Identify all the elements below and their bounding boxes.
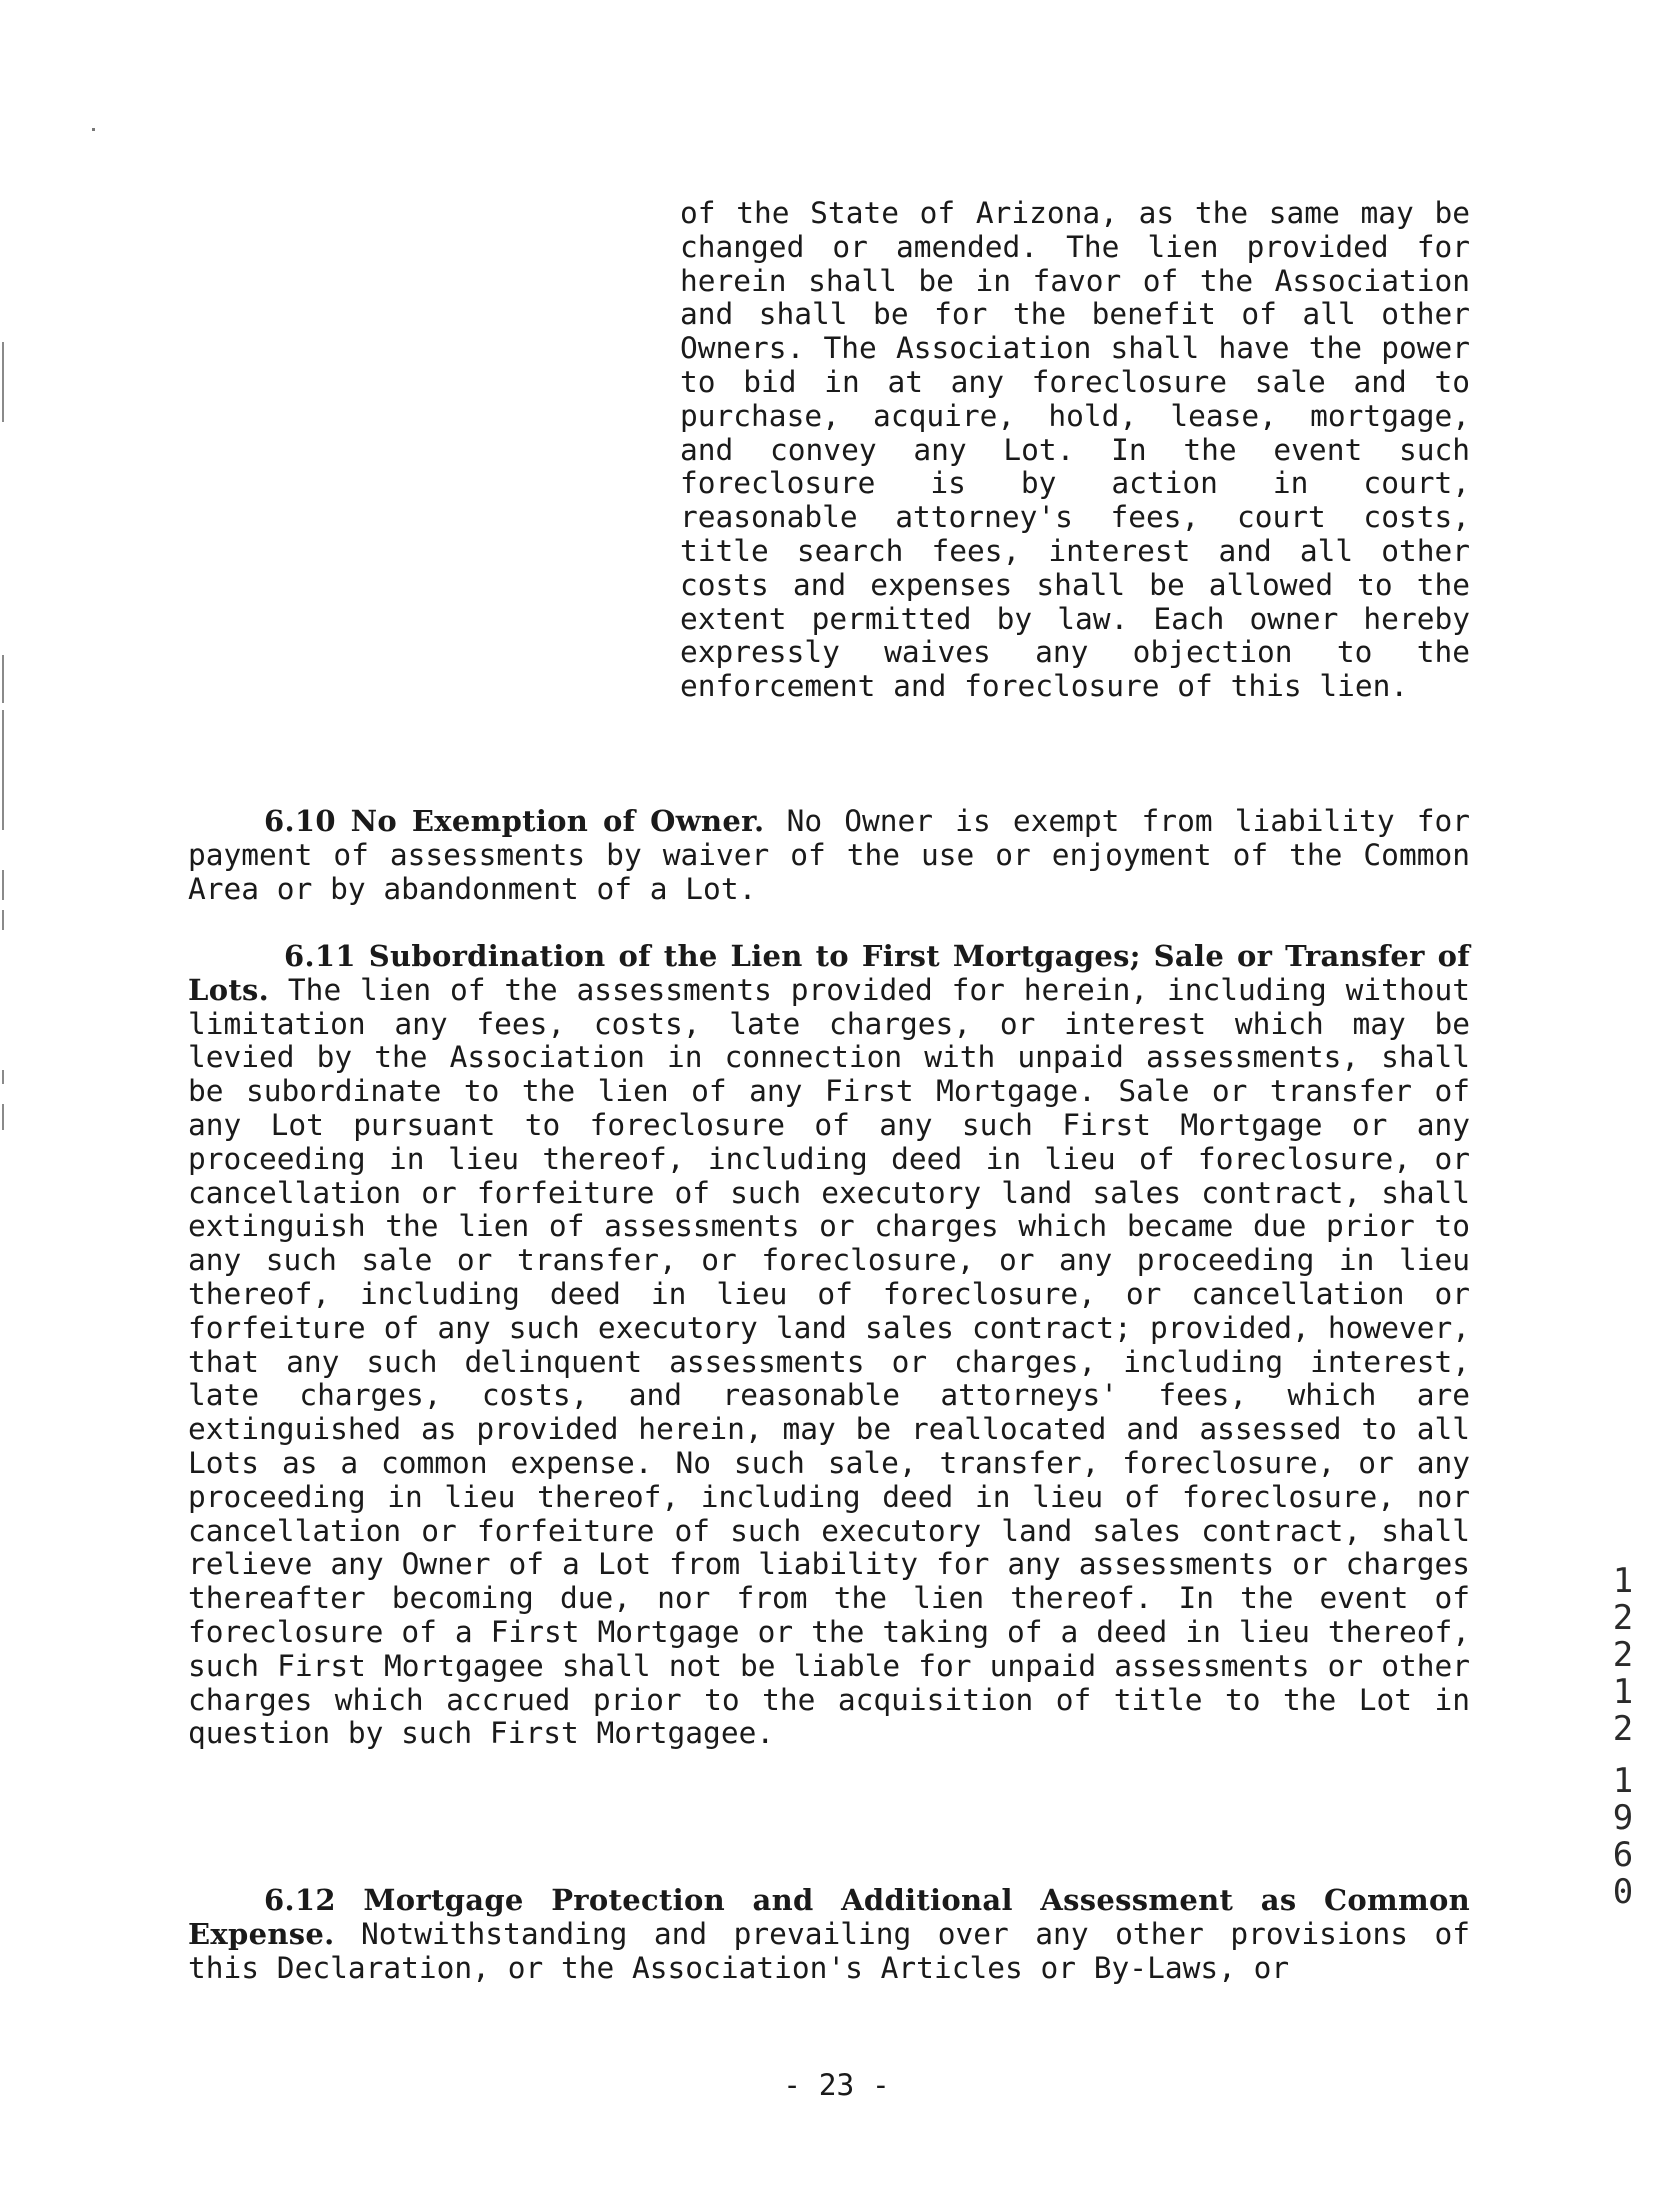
stamp-digit: 1 [1612, 1672, 1634, 1712]
section-paragraph [188, 805, 1470, 906]
section-paragraph [188, 940, 1470, 1751]
continuation-paragraph: of the State of Arizona, as the same may be changed or amended. The lien provided for herein shall be in favor of the Association and shall be for the benefit of all other Owners. The Association shall have the power to bid in at any foreclosure sale and to purchase, acquire, hold, lease, mortgage, and convey any Lot. In the event such foreclosure is by action in court, reasonable attorney's fees, court costs, title search fees, interest and all other costs and expenses shall be allowed to the extent permitted by law. Each owner hereby expressly waives any objection to the enforcement and foreclosure of this lien. [680, 196, 1470, 704]
stamp-digit: 9 [1612, 1798, 1634, 1838]
stamp-digit: 6 [1612, 1835, 1634, 1875]
section-paragraph [188, 1884, 1470, 1985]
scan-margin-line [2, 710, 4, 830]
section-body: The lien of the assessments provided for herein, including without limitation any fees, costs, late charges, or interest which may be levied by the Association in connection with unpaid assessments, shall be subordinate to the lien of any First Mortgage. Sale or transfer of any Lot pursuant to foreclosure of any such First Mortgage or any proceeding in lieu thereof, including deed in lieu of foreclosure, or cancellation or forfeiture of such executory land sales contract, shall extinguish the lien of assessments or charges which became due prior to any such sale or transfer, or foreclosure, or any proceeding in lieu thereof, including deed in lieu of foreclosure, or cancellation or forfeiture of any such executory land sales contract; provided, however, that any such delinquent assessments or charges, including interest, late charges, costs, and reasonable attorneys' fees, which are extinguished as provided herein, may be reallocated and assessed to all Lots as a common expense. No such sale, transfer, foreclosure, or any proceeding in lieu thereof, including deed in lieu of foreclosure, nor cancellation or forfeiture of such executory land sales contract, shall relieve any Owner of a Lot from liability for any assessments or charges thereafter becoming due, nor from the lien thereof. In the event of foreclosure of a First Mortgage or the taking of a deed in lieu thereof, such First Mortgagee shall not be liable for unpaid assessments or other charges which accrued prior to the acquisition of title to the Lot in question by such First Mortgagee. [188, 972, 1470, 1751]
page-number: - 23 - [783, 2068, 890, 2102]
scan-margin-line [2, 910, 4, 930]
stamp-digit: 0 [1612, 1872, 1634, 1912]
stamp-digit: 2 [1612, 1598, 1634, 1638]
scan-margin-line [2, 1070, 4, 1084]
stamp-digit: 1 [1612, 1561, 1634, 1601]
section-body: Notwithstanding and prevailing over any other provisions of this Declaration, or the Association's Articles or By-Laws, or [188, 1916, 1470, 1985]
section-body: No Owner is exempt from liability for payment of assessments by waiver of the use or enjoyment of the Common Area or by abandonment of a Lot. [188, 804, 1471, 906]
scan-margin-line [2, 342, 4, 422]
stamp-digit: 1 [1612, 1761, 1634, 1801]
continuation-block [680, 197, 1470, 704]
stamp-digit: 2 [1612, 1635, 1634, 1675]
recording-stamp-lower [1608, 1763, 1638, 1911]
recording-stamp-upper [1608, 1563, 1638, 1748]
section-heading: 6.10 No Exemption of Owner. [264, 804, 765, 838]
section-heading: 6.12 Mortgage Protection and Additional Assessment as Common Expense. [188, 1883, 1470, 1951]
section-6-10 [188, 805, 1470, 906]
section-6-11 [188, 940, 1470, 1751]
scan-margin-line [2, 655, 4, 703]
scan-speck [92, 128, 95, 131]
section-6-12 [188, 1884, 1470, 1985]
scan-margin-line [2, 870, 4, 900]
stamp-digit: 2 [1612, 1709, 1634, 1749]
section-heading: 6.11 Subordination of the Lien to First Mortgages; Sale or Transfer of Lots. [188, 939, 1470, 1007]
scan-margin-line [2, 1104, 4, 1130]
